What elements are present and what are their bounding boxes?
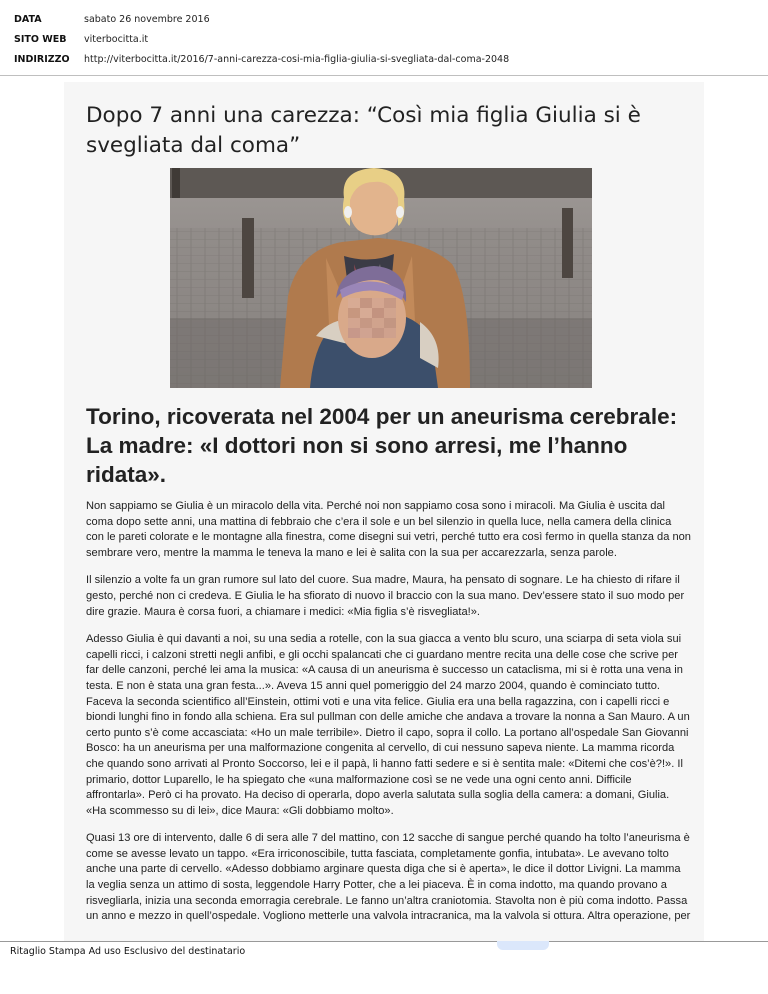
article-headline: Dopo 7 anni una carezza: “Così mia figlia Giulia si è svegliata dal coma” [86,103,641,158]
date-value: sabato 26 novembre 2016 [84,14,210,25]
photo-illustration [170,168,592,388]
metadata-site-row [14,30,509,50]
document-metadata [14,10,509,70]
article-paragraph: Quasi 13 ore di intervento, dalle 6 di sera alle 7 del mattino, con 12 sacche di sangue perché quando ha tolto l’aneurisma è come se avesse levato un tappo. «Era irriconoscibile, tutta fasciata, completamente gonfia, intubata». Le avevano tolto anche una parte di cervello. «Adesso dobbiamo arginare questa diga che si è aperta», le dice il dottor Livigni. La mamma la veglia senza un attimo di sosta, leggendole Harry Potter, che a lei piaceva. È in coma indotto, ma quando provano a risvegliarla, inizia una seconda emorragia cerebrale. Le fanno un’altra craniotomia. Stavolta non è più coma indotto. Passa un anno e mezzo in quell’ospedale. Vogliono metterle una valvola intracranica, ma la valvola si ottura. Altra operazione, per [86,832,691,923]
metadata-date-row [14,10,509,30]
page-tab-marker [497,941,549,950]
address-value: http://viterbocitta.it/2016/7-anni-carezza-cosi-mia-figlia-giulia-si-svegliata-dal-coma-2048 [84,54,510,65]
article-paragraph: Il silenzio a volte fa un gran rumore sul lato del cuore. Sua madre, Maura, ha pensato di sognare. Le ha chiesto di rifare il gesto, perché non ci credeva. E Giulia le ha sfiorato di nuovo il braccio con la sua mano. Dev’essere stato il suo modo per dire grazie. Maura è corsa fuori, a chiamare i medici: «Mia figlia s’è risvegliata!». [86,574,685,618]
metadata-address-row [14,50,509,70]
top-divider [0,75,768,76]
site-value: viterbocitta.it [84,34,149,45]
article-photo [170,168,592,388]
footer-note: Ritaglio Stampa Ad uso Esclusivo del destinatario [10,946,246,957]
article-paragraph: Non sappiamo se Giulia è un miracolo della vita. Perché noi non sappiamo cosa sono i miracoli. Ma Giulia è uscita dal coma dopo sette anni, una mattina di febbraio che c’era il sole e un bel silenzio in quella luce, nella camera della clinica con le pareti colorate e le montagne alla finestra, come disegni sui vetri, perché tutto era così fermo in quella stanza da non sembrare vero, mentre la mamma le teneva la mano e lei è salita con la sua per accarezzarla, senza parole. [86,500,691,559]
article-body [86,499,692,937]
site-label: SITO WEB [14,34,67,45]
address-label: INDIRIZZO [14,54,70,65]
article-subheadline: Torino, ricoverata nel 2004 per un aneurisma cerebrale: La madre: «I dottori non si sono arresi, me l’hanno ridata». [86,404,678,487]
date-label: DATA [14,14,42,25]
bottom-divider [0,941,768,942]
article-paragraph: Adesso Giulia è qui davanti a noi, su una sedia a rotelle, con la sua giacca a vento blu scuro, una sciarpa di seta viola sui capelli ricci, i calzoni stretti negli anfibi, e gli occhi spalancati che ci guardano mentre recita una delle cose che scrive per far delle canzoni, perché lei ama la musica: «A causa di un aneurisma è successo un cataclisma, mi si è rotta una vena in testa. E non è stata una gran festa...». Aveva 15 anni quel pomeriggio del 24 marzo 2004, quando è cominciato tutto. Faceva la seconda scientifico all’Einstein, ottimi voti e una vita felice. Giulia era una bella ragazzina, con i capelli ricci e biondi lunghi fino in fondo alla schiena. Era sul pullman con delle amiche che andava a trovare la nonna a San Mauro. A un certo punto s’è come accasciata: «Ho un male terribile». Dietro il capo, sopra il collo. La portano all’ospedale San Giovanni Bosco: ha un aneurisma per una malformazione congenita al cervello, di cui nessuno sapeva niente. La mamma ricorda che quando sono arrivati al Pronto Soccorso, lei e il papà, li hanno fatti sedere e si è sentita male: «Ditemi che cos’è?!». Il primario, dottor Luparello, le ha spiegato che «una malformazione così se ne vede una ogni cento anni. Difficile affrontarla». Però ci ha provato. Ha deciso di operarla, dopo averla salutata sulla soglia della camera: a domani, Giulia. «Ha scommesso su di lei», dice Maura: «Gli dobbiamo molto». [86,633,690,817]
